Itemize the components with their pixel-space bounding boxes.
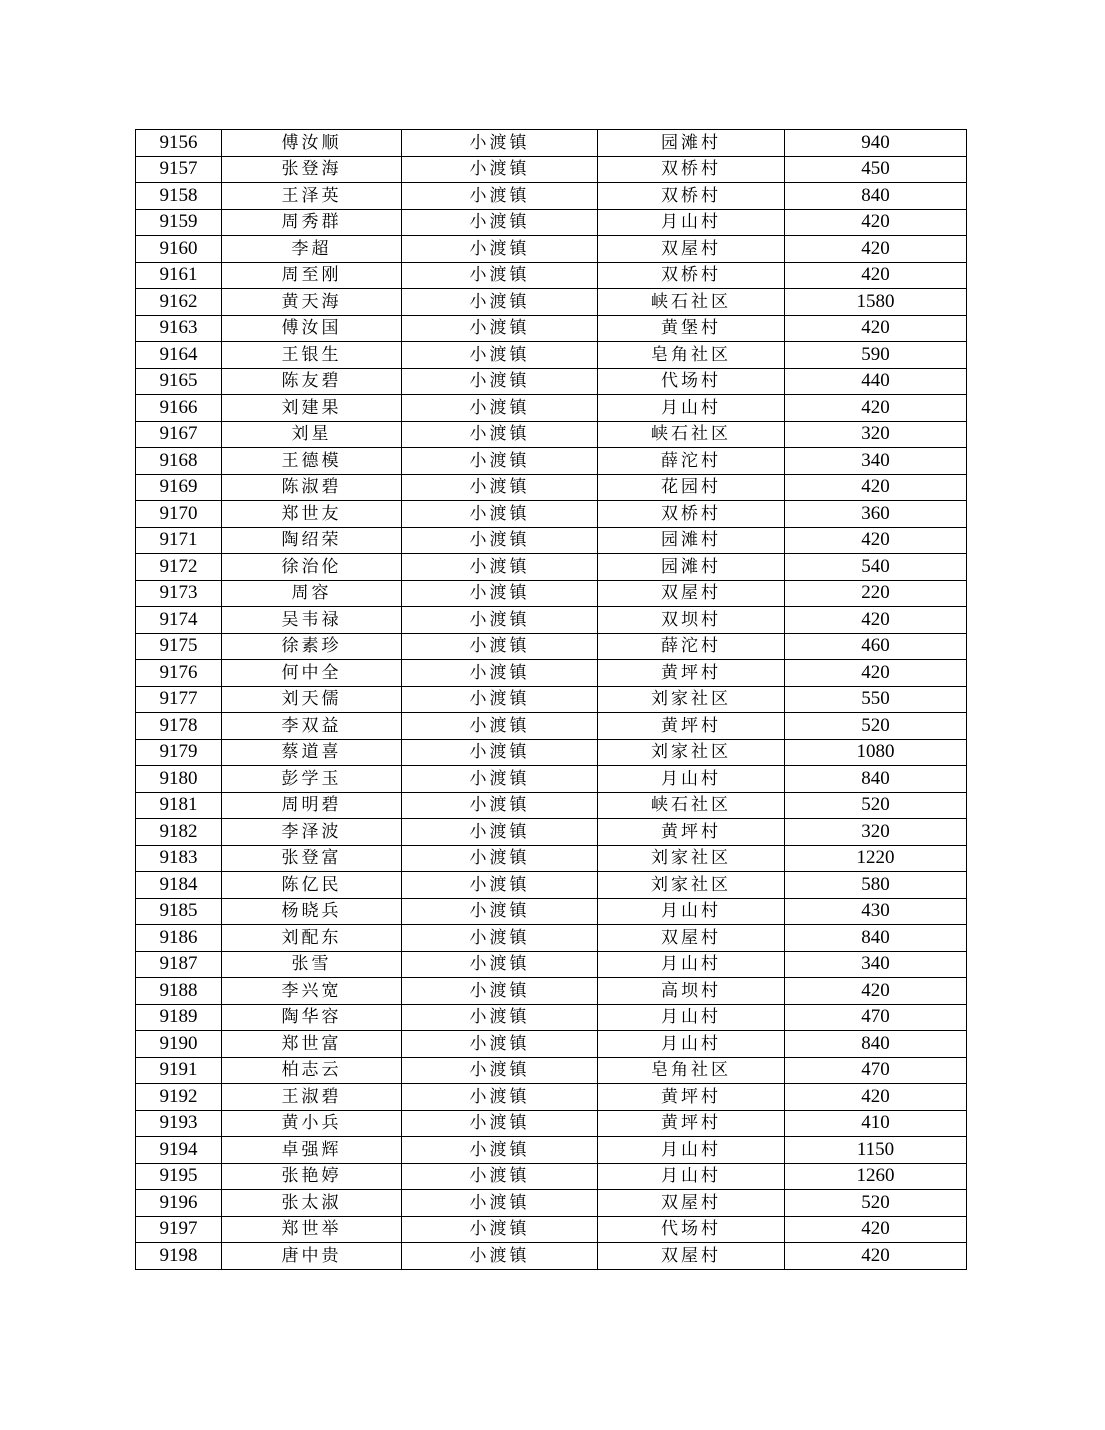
cell-village: 峡石社区 — [598, 421, 785, 448]
cell-id: 9177 — [136, 686, 222, 713]
cell-amount: 420 — [785, 1084, 967, 1111]
cell-id: 9187 — [136, 951, 222, 978]
cell-village: 月山村 — [598, 1163, 785, 1190]
cell-town: 小渡镇 — [402, 1216, 598, 1243]
cell-id: 9191 — [136, 1057, 222, 1084]
cell-id: 9178 — [136, 713, 222, 740]
cell-village: 月山村 — [598, 1004, 785, 1031]
cell-town: 小渡镇 — [402, 1137, 598, 1164]
cell-amount: 420 — [785, 209, 967, 236]
table-row — [136, 1216, 967, 1243]
cell-amount: 420 — [785, 395, 967, 422]
table-row — [136, 819, 967, 846]
cell-name: 刘星 — [222, 421, 402, 448]
cell-village: 黄坪村 — [598, 1084, 785, 1111]
cell-amount: 420 — [785, 607, 967, 634]
cell-village: 月山村 — [598, 209, 785, 236]
cell-town: 小渡镇 — [402, 421, 598, 448]
cell-town: 小渡镇 — [402, 580, 598, 607]
table-row — [136, 1057, 967, 1084]
cell-town: 小渡镇 — [402, 898, 598, 925]
cell-id: 9176 — [136, 660, 222, 687]
cell-id: 9164 — [136, 342, 222, 369]
cell-amount: 420 — [785, 1216, 967, 1243]
cell-id: 9157 — [136, 156, 222, 183]
cell-amount: 420 — [785, 527, 967, 554]
table-row — [136, 872, 967, 899]
cell-name: 吴韦禄 — [222, 607, 402, 634]
cell-id: 9183 — [136, 845, 222, 872]
cell-id: 9186 — [136, 925, 222, 952]
cell-name: 黄天海 — [222, 289, 402, 316]
table-row — [136, 342, 967, 369]
cell-amount: 410 — [785, 1110, 967, 1137]
table-row — [136, 236, 967, 263]
cell-id: 9171 — [136, 527, 222, 554]
cell-name: 彭学玉 — [222, 766, 402, 793]
table-row — [136, 713, 967, 740]
cell-town: 小渡镇 — [402, 395, 598, 422]
cell-village: 高坝村 — [598, 978, 785, 1005]
cell-amount: 420 — [785, 236, 967, 263]
cell-village: 黄坪村 — [598, 713, 785, 740]
cell-town: 小渡镇 — [402, 368, 598, 395]
cell-name: 杨晓兵 — [222, 898, 402, 925]
cell-town: 小渡镇 — [402, 1110, 598, 1137]
table-row — [136, 633, 967, 660]
cell-village: 薛沱村 — [598, 448, 785, 475]
table-row — [136, 289, 967, 316]
cell-id: 9197 — [136, 1216, 222, 1243]
table-row — [136, 686, 967, 713]
cell-village: 黄堡村 — [598, 315, 785, 342]
cell-amount: 450 — [785, 156, 967, 183]
cell-name: 周至刚 — [222, 262, 402, 289]
cell-town: 小渡镇 — [402, 1031, 598, 1058]
table-row — [136, 183, 967, 210]
cell-amount: 1150 — [785, 1137, 967, 1164]
cell-village: 黄坪村 — [598, 660, 785, 687]
table-row — [136, 607, 967, 634]
cell-village: 月山村 — [598, 951, 785, 978]
cell-town: 小渡镇 — [402, 1084, 598, 1111]
cell-name: 王淑碧 — [222, 1084, 402, 1111]
cell-amount: 520 — [785, 1190, 967, 1217]
cell-village: 皂角社区 — [598, 1057, 785, 1084]
cell-town: 小渡镇 — [402, 1004, 598, 1031]
table-row — [136, 792, 967, 819]
table-row — [136, 448, 967, 475]
cell-town: 小渡镇 — [402, 633, 598, 660]
cell-town: 小渡镇 — [402, 739, 598, 766]
cell-amount: 420 — [785, 660, 967, 687]
cell-town: 小渡镇 — [402, 130, 598, 157]
cell-name: 张登富 — [222, 845, 402, 872]
cell-town: 小渡镇 — [402, 978, 598, 1005]
table-row — [136, 580, 967, 607]
cell-town: 小渡镇 — [402, 554, 598, 581]
cell-id: 9166 — [136, 395, 222, 422]
cell-town: 小渡镇 — [402, 792, 598, 819]
cell-village: 刘家社区 — [598, 872, 785, 899]
cell-id: 9193 — [136, 1110, 222, 1137]
cell-name: 蔡道喜 — [222, 739, 402, 766]
cell-id: 9159 — [136, 209, 222, 236]
cell-village: 黄坪村 — [598, 1110, 785, 1137]
table-row — [136, 1243, 967, 1270]
cell-name: 陶华容 — [222, 1004, 402, 1031]
cell-village: 峡石社区 — [598, 792, 785, 819]
cell-amount: 420 — [785, 978, 967, 1005]
cell-village: 双屋村 — [598, 1190, 785, 1217]
cell-amount: 430 — [785, 898, 967, 925]
cell-village: 月山村 — [598, 898, 785, 925]
table-row — [136, 766, 967, 793]
table-row — [136, 739, 967, 766]
cell-village: 双桥村 — [598, 183, 785, 210]
cell-name: 柏志云 — [222, 1057, 402, 1084]
cell-amount: 420 — [785, 262, 967, 289]
cell-town: 小渡镇 — [402, 951, 598, 978]
cell-amount: 840 — [785, 1031, 967, 1058]
cell-village: 月山村 — [598, 1031, 785, 1058]
cell-name: 何中全 — [222, 660, 402, 687]
cell-village: 代场村 — [598, 1216, 785, 1243]
cell-id: 9192 — [136, 1084, 222, 1111]
cell-village: 双桥村 — [598, 501, 785, 528]
cell-name: 陈亿民 — [222, 872, 402, 899]
cell-name: 郑世举 — [222, 1216, 402, 1243]
cell-town: 小渡镇 — [402, 474, 598, 501]
cell-name: 王银生 — [222, 342, 402, 369]
cell-town: 小渡镇 — [402, 448, 598, 475]
cell-village: 双桥村 — [598, 262, 785, 289]
cell-name: 李超 — [222, 236, 402, 263]
table-row — [136, 156, 967, 183]
cell-town: 小渡镇 — [402, 1243, 598, 1270]
cell-amount: 540 — [785, 554, 967, 581]
cell-town: 小渡镇 — [402, 501, 598, 528]
cell-town: 小渡镇 — [402, 1057, 598, 1084]
table-row — [136, 209, 967, 236]
cell-id: 9175 — [136, 633, 222, 660]
cell-town: 小渡镇 — [402, 766, 598, 793]
cell-amount: 580 — [785, 872, 967, 899]
cell-name: 周容 — [222, 580, 402, 607]
cell-id: 9182 — [136, 819, 222, 846]
cell-name: 张雪 — [222, 951, 402, 978]
cell-name: 刘天儒 — [222, 686, 402, 713]
cell-id: 9180 — [136, 766, 222, 793]
cell-name: 刘建果 — [222, 395, 402, 422]
cell-amount: 550 — [785, 686, 967, 713]
cell-amount: 420 — [785, 315, 967, 342]
cell-id: 9179 — [136, 739, 222, 766]
cell-id: 9181 — [136, 792, 222, 819]
cell-town: 小渡镇 — [402, 156, 598, 183]
cell-amount: 320 — [785, 819, 967, 846]
cell-id: 9167 — [136, 421, 222, 448]
cell-village: 双桥村 — [598, 156, 785, 183]
cell-amount: 1220 — [785, 845, 967, 872]
cell-name: 傅汝顺 — [222, 130, 402, 157]
table-row — [136, 898, 967, 925]
cell-name: 周明碧 — [222, 792, 402, 819]
cell-amount: 340 — [785, 448, 967, 475]
table-row — [136, 925, 967, 952]
cell-id: 9188 — [136, 978, 222, 1005]
cell-id: 9173 — [136, 580, 222, 607]
table-row — [136, 501, 967, 528]
cell-name: 唐中贵 — [222, 1243, 402, 1270]
cell-village: 峡石社区 — [598, 289, 785, 316]
cell-village: 园滩村 — [598, 527, 785, 554]
cell-name: 李泽波 — [222, 819, 402, 846]
cell-town: 小渡镇 — [402, 315, 598, 342]
table-row — [136, 315, 967, 342]
cell-id: 9185 — [136, 898, 222, 925]
cell-id: 9160 — [136, 236, 222, 263]
cell-town: 小渡镇 — [402, 527, 598, 554]
cell-id: 9195 — [136, 1163, 222, 1190]
table-body — [136, 130, 967, 1270]
table-row — [136, 395, 967, 422]
cell-amount: 360 — [785, 501, 967, 528]
table-row — [136, 1004, 967, 1031]
cell-name: 陈淑碧 — [222, 474, 402, 501]
cell-name: 陶绍荣 — [222, 527, 402, 554]
cell-village: 月山村 — [598, 1137, 785, 1164]
cell-amount: 1080 — [785, 739, 967, 766]
cell-amount: 440 — [785, 368, 967, 395]
cell-amount: 220 — [785, 580, 967, 607]
cell-amount: 940 — [785, 130, 967, 157]
cell-amount: 840 — [785, 925, 967, 952]
cell-village: 皂角社区 — [598, 342, 785, 369]
cell-amount: 420 — [785, 474, 967, 501]
cell-amount: 1580 — [785, 289, 967, 316]
cell-name: 刘配东 — [222, 925, 402, 952]
cell-village: 花园村 — [598, 474, 785, 501]
cell-village: 双屋村 — [598, 1243, 785, 1270]
cell-village: 刘家社区 — [598, 686, 785, 713]
table-row — [136, 262, 967, 289]
cell-village: 园滩村 — [598, 554, 785, 581]
cell-amount: 1260 — [785, 1163, 967, 1190]
cell-name: 张艳婷 — [222, 1163, 402, 1190]
cell-town: 小渡镇 — [402, 289, 598, 316]
table-row — [136, 368, 967, 395]
table-row — [136, 130, 967, 157]
cell-village: 刘家社区 — [598, 739, 785, 766]
cell-name: 王德模 — [222, 448, 402, 475]
cell-name: 张太淑 — [222, 1190, 402, 1217]
table-row — [136, 1137, 967, 1164]
cell-town: 小渡镇 — [402, 1163, 598, 1190]
table-row — [136, 421, 967, 448]
cell-village: 双屋村 — [598, 236, 785, 263]
cell-name: 徐治伦 — [222, 554, 402, 581]
cell-amount: 520 — [785, 792, 967, 819]
cell-name: 李双益 — [222, 713, 402, 740]
cell-village: 双坝村 — [598, 607, 785, 634]
table-row — [136, 527, 967, 554]
table-row — [136, 951, 967, 978]
cell-village: 黄坪村 — [598, 819, 785, 846]
cell-village: 园滩村 — [598, 130, 785, 157]
cell-id: 9172 — [136, 554, 222, 581]
cell-name: 王泽英 — [222, 183, 402, 210]
cell-id: 9196 — [136, 1190, 222, 1217]
cell-town: 小渡镇 — [402, 342, 598, 369]
cell-village: 双屋村 — [598, 925, 785, 952]
cell-town: 小渡镇 — [402, 925, 598, 952]
cell-id: 9190 — [136, 1031, 222, 1058]
cell-id: 9162 — [136, 289, 222, 316]
table-row — [136, 554, 967, 581]
cell-town: 小渡镇 — [402, 686, 598, 713]
cell-village: 双屋村 — [598, 580, 785, 607]
table-row — [136, 1084, 967, 1111]
table-row — [136, 1110, 967, 1137]
cell-amount: 340 — [785, 951, 967, 978]
cell-name: 陈友碧 — [222, 368, 402, 395]
cell-amount: 840 — [785, 183, 967, 210]
cell-village: 刘家社区 — [598, 845, 785, 872]
table-row — [136, 660, 967, 687]
data-table — [135, 129, 967, 1270]
table-row — [136, 1163, 967, 1190]
cell-name: 李兴宽 — [222, 978, 402, 1005]
cell-town: 小渡镇 — [402, 209, 598, 236]
cell-id: 9184 — [136, 872, 222, 899]
cell-id: 9158 — [136, 183, 222, 210]
cell-town: 小渡镇 — [402, 713, 598, 740]
cell-village: 代场村 — [598, 368, 785, 395]
cell-id: 9156 — [136, 130, 222, 157]
cell-amount: 590 — [785, 342, 967, 369]
cell-name: 黄小兵 — [222, 1110, 402, 1137]
cell-town: 小渡镇 — [402, 872, 598, 899]
cell-town: 小渡镇 — [402, 262, 598, 289]
cell-amount: 460 — [785, 633, 967, 660]
cell-town: 小渡镇 — [402, 1190, 598, 1217]
table-row — [136, 1031, 967, 1058]
cell-town: 小渡镇 — [402, 607, 598, 634]
cell-name: 徐素珍 — [222, 633, 402, 660]
cell-id: 9170 — [136, 501, 222, 528]
cell-id: 9194 — [136, 1137, 222, 1164]
cell-town: 小渡镇 — [402, 236, 598, 263]
cell-name: 郑世富 — [222, 1031, 402, 1058]
cell-name: 周秀群 — [222, 209, 402, 236]
cell-village: 薛沱村 — [598, 633, 785, 660]
cell-amount: 520 — [785, 713, 967, 740]
cell-id: 9168 — [136, 448, 222, 475]
table-row — [136, 978, 967, 1005]
cell-amount: 840 — [785, 766, 967, 793]
cell-name: 张登海 — [222, 156, 402, 183]
cell-town: 小渡镇 — [402, 183, 598, 210]
cell-amount: 470 — [785, 1057, 967, 1084]
cell-amount: 420 — [785, 1243, 967, 1270]
cell-amount: 470 — [785, 1004, 967, 1031]
cell-id: 9161 — [136, 262, 222, 289]
cell-town: 小渡镇 — [402, 660, 598, 687]
cell-id: 9189 — [136, 1004, 222, 1031]
cell-name: 卓强辉 — [222, 1137, 402, 1164]
cell-town: 小渡镇 — [402, 845, 598, 872]
cell-id: 9198 — [136, 1243, 222, 1270]
cell-name: 郑世友 — [222, 501, 402, 528]
cell-name: 傅汝国 — [222, 315, 402, 342]
table-row — [136, 474, 967, 501]
cell-town: 小渡镇 — [402, 819, 598, 846]
cell-id: 9174 — [136, 607, 222, 634]
cell-village: 月山村 — [598, 766, 785, 793]
cell-id: 9169 — [136, 474, 222, 501]
cell-id: 9163 — [136, 315, 222, 342]
table-row — [136, 1190, 967, 1217]
table-row — [136, 845, 967, 872]
cell-amount: 320 — [785, 421, 967, 448]
cell-id: 9165 — [136, 368, 222, 395]
cell-village: 月山村 — [598, 395, 785, 422]
